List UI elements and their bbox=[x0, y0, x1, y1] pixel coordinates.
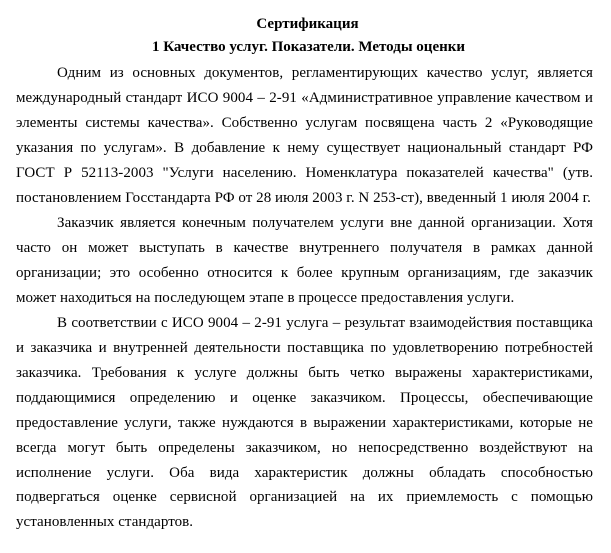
section-heading: 1 Качество услуг. Показатели. Методы оценки bbox=[151, 39, 466, 55]
paragraph-1: Одним из основных документов, регламентирующих качество услуг, является международный стандарт ИСО 9004 – 2-91 «Административное управление качеством и элементы системы качества». Собственно услугам посвящена часть 2 «Руководящие указания по услугам». В добавление к нему существует национальный стандарт РФ ГОСТ Р 52113-2003 "Услуги населению. Номенклатура показателей качества" (утв. постановлением Госстандарта РФ от 28 июля 2003 г. N 253-ст), введенный 1 июля 2004 г. bbox=[16, 65, 593, 206]
paragraph-2: Заказчик является конечным получателем услуги вне данной организации. Хотя часто он может выступать в качестве внутреннего получателя в рамках данной организации; это особенно относится к более крупным организациям, где заказчик может находиться на последующем этапе в процессе предоставления услуги. bbox=[16, 214, 593, 306]
document-title: Сертификация bbox=[256, 16, 359, 32]
paragraph-3: В соответствии с ИСО 9004 – 2-91 услуга – результат взаимодействия поставщика и заказчика и внутренней деятельности поставщика по удовлетворению потребностей заказчика. Требования к услуге должны быть четко выражены характеристиками, поддающимися определению и оценке заказчиком. Процессы, обеспечивающие предоставление услуги, также нуждаются в выражении характеристиками, которые не всегда могут быть определены заказчиком, но непосредственно воздействуют на исполнение услуги. Оба вида характеристик должны обладать способностью подвергаться оценке сервисной организацией на их приемлемость с помощью установленных стандартов. bbox=[16, 315, 593, 531]
